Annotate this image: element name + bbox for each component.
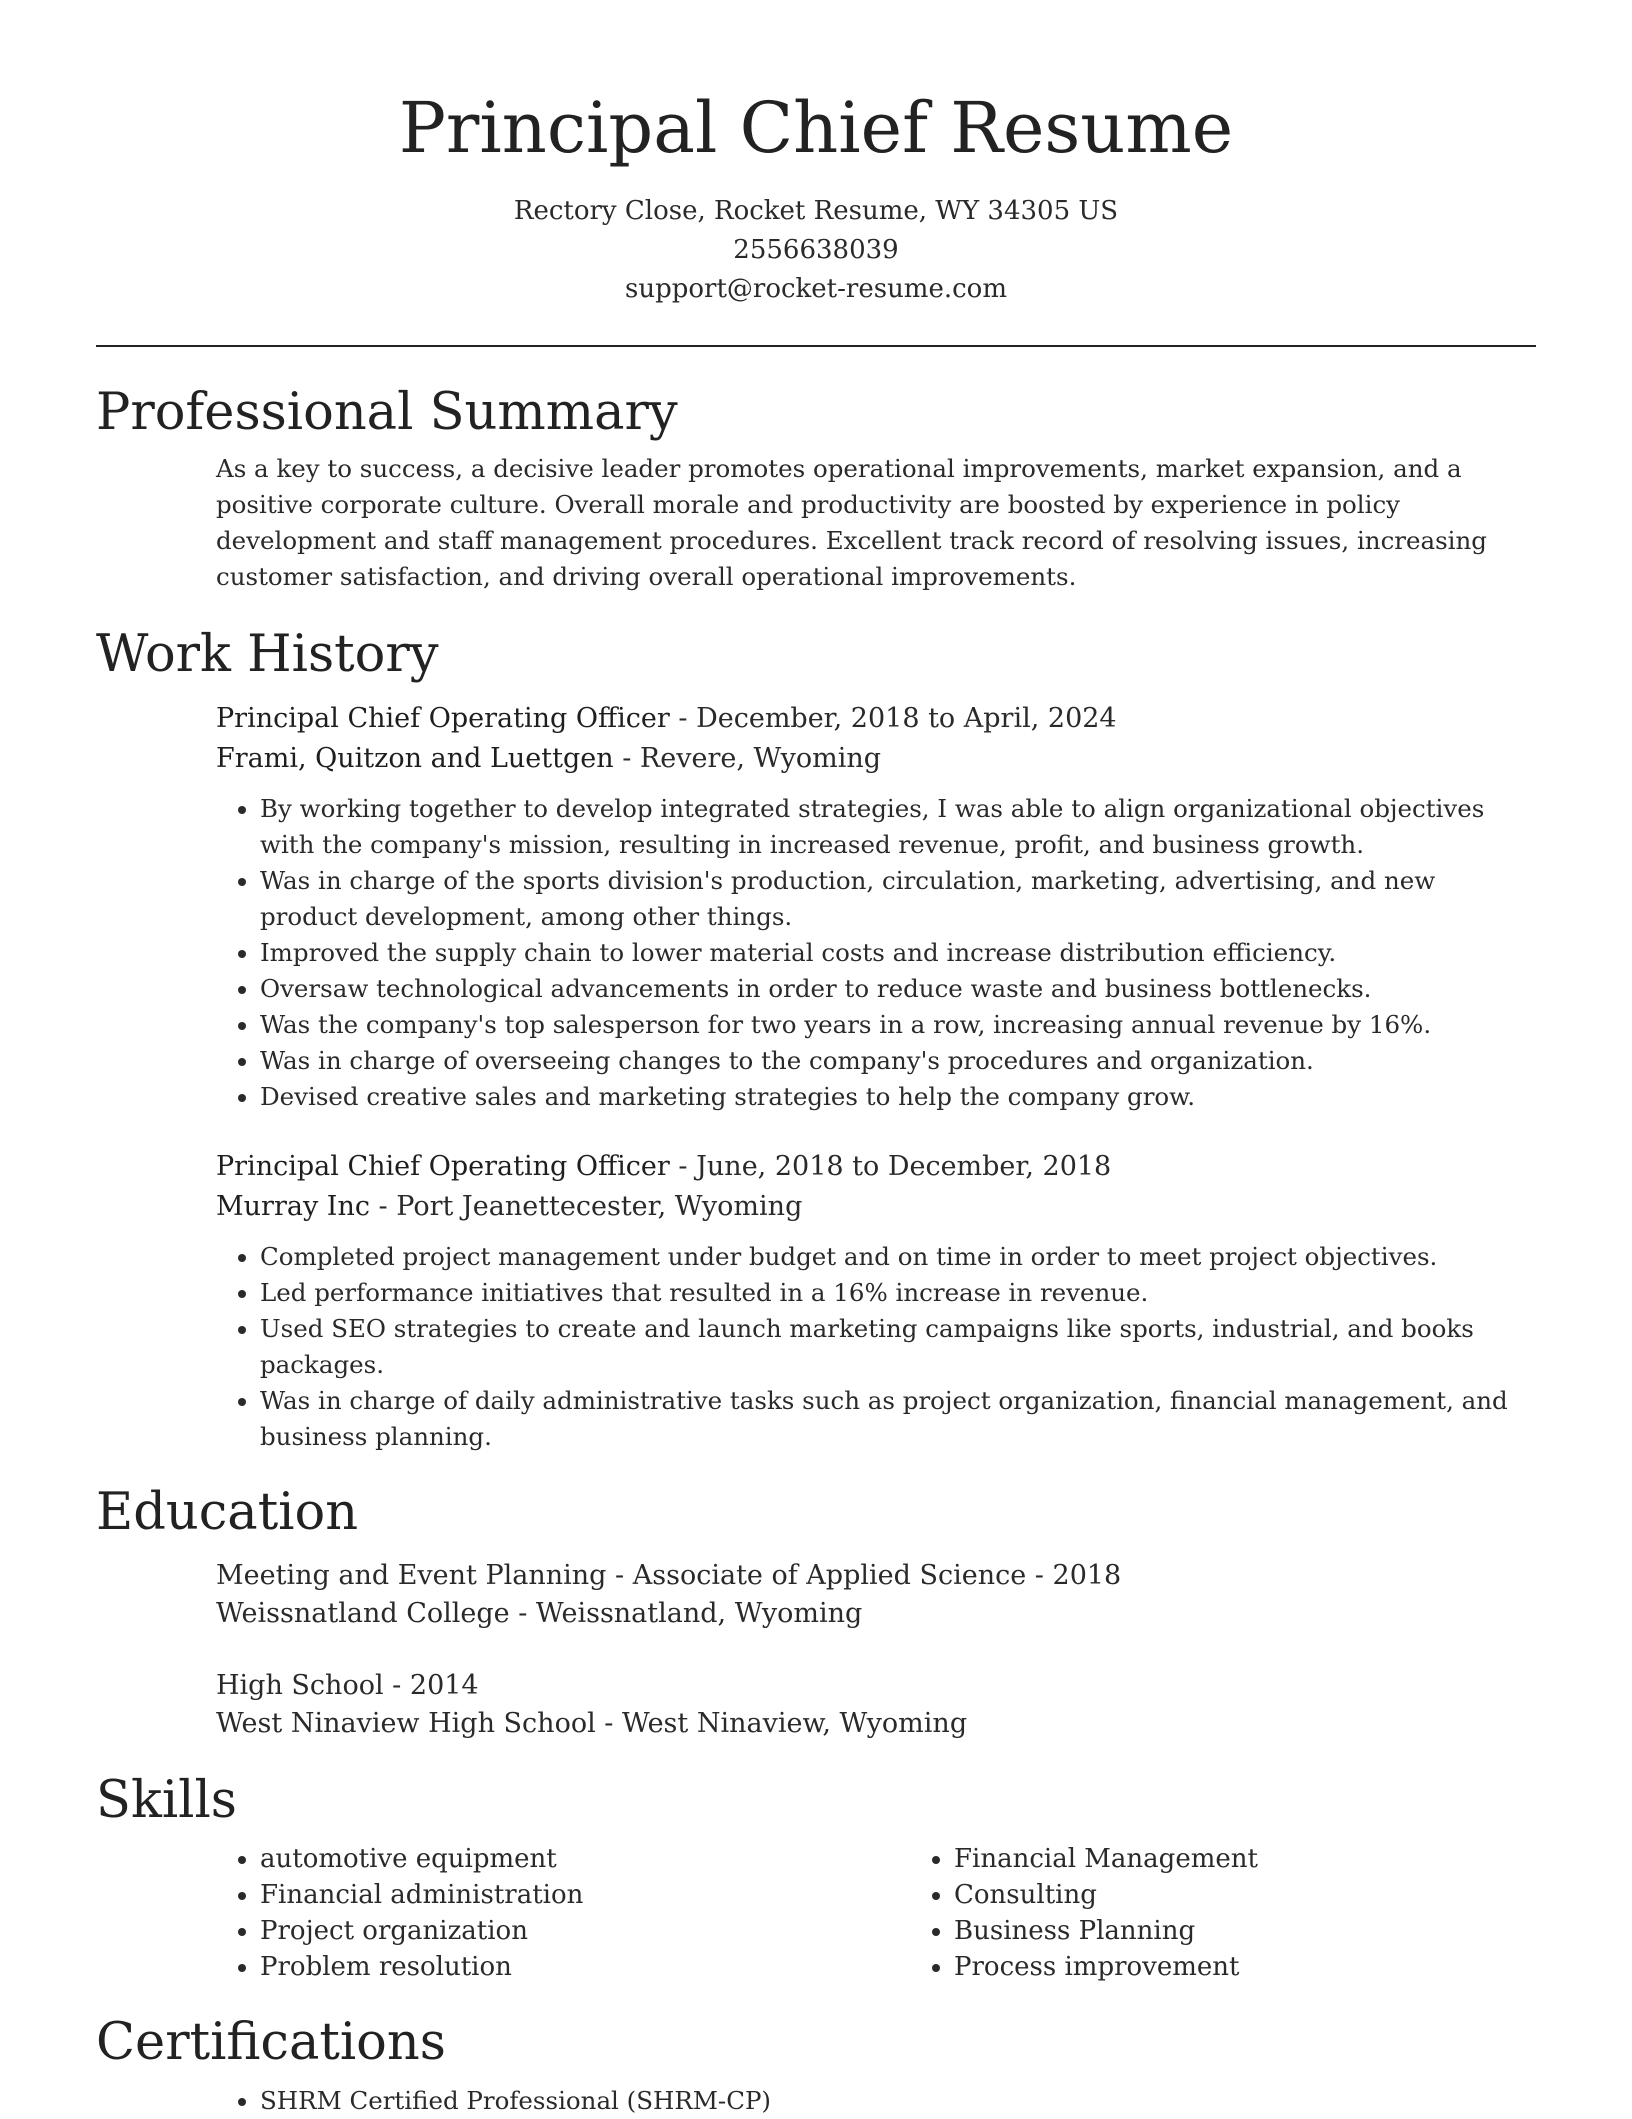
education-title: Education: [96, 1483, 359, 1542]
certifications-title: Certifications: [96, 2013, 446, 2072]
certification-item: • SHRM Certified Professional (SHRM-CP): [260, 2083, 1536, 2119]
job-bullet: • Led performance initiatives that resulted in a 16% increase in revenue.: [260, 1275, 1536, 1311]
education-program: High School: [216, 1670, 384, 1701]
job-bullet: • Was in charge of daily administrative tasks such as project organization, financial management, and business planning.: [260, 1383, 1536, 1455]
education-location: Weissnatland, Wyoming: [535, 1598, 863, 1629]
job-dates: June, 2018 to December, 2018: [696, 1151, 1112, 1182]
education-program: Meeting and Event Planning: [216, 1560, 607, 1591]
job-dates: December, 2018 to April, 2024: [696, 703, 1117, 734]
education-school: West Ninaview High School: [216, 1708, 596, 1739]
job-bullet: • Oversaw technological advancements in order to reduce waste and business bottlenecks.: [260, 971, 1536, 1007]
skill-item: • Process improvement: [954, 1949, 1258, 1985]
certifications-list: [216, 2083, 1536, 2119]
skill-item: • Business Planning: [954, 1913, 1258, 1949]
skill-item: • Consulting: [954, 1877, 1258, 1913]
job-bullet: • By working together to develop integrated strategies, I was able to align organizational objectives with the company's mission, resulting in increased revenue, profit, and business growth.: [260, 791, 1536, 863]
education-entry: [216, 1557, 1536, 1633]
job-title-line: Principal Chief Operating Officer - June, 2018 to December, 2018: [216, 1151, 1112, 1182]
skill-item: • Problem resolution: [260, 1949, 910, 1985]
job-company-line: Frami, Quitzon and Luettgen - Revere, Wyoming: [216, 743, 882, 774]
skills-column-left: [216, 1841, 910, 1985]
job-company: Murray Inc: [216, 1191, 370, 1222]
job-bullet: • Was in charge of overseeing changes to the company's procedures and organization.: [260, 1043, 1536, 1079]
education-degree-line: High School - 2014: [216, 1670, 479, 1701]
job-role: Principal Chief Operating Officer: [216, 703, 670, 734]
job-bullet: • Was in charge of the sports division's production, circulation, marketing, advertising, and new product development, among other things.: [260, 863, 1536, 935]
skills-section: [96, 1771, 1536, 1985]
job-title-line: Principal Chief Operating Officer - December, 2018 to April, 2024: [216, 703, 1117, 734]
education-location: West Ninaview, Wyoming: [622, 1708, 968, 1739]
work-history-title: Work History: [96, 625, 439, 684]
skill-item: • automotive equipment: [260, 1841, 910, 1877]
skill-item: • Financial administration: [260, 1877, 910, 1913]
skills-column-right: [910, 1841, 1258, 1985]
job-bullets: [216, 1239, 1536, 1455]
job-bullets: [216, 791, 1536, 1115]
skill-item: • Project organization: [260, 1913, 910, 1949]
contact-phone: 2556638039: [733, 235, 899, 265]
job-role: Principal Chief Operating Officer: [216, 1151, 670, 1182]
education-school-line: Weissnatland College - Weissnatland, Wyoming: [216, 1598, 863, 1629]
job-entry: [216, 699, 1536, 1115]
resume-name: Principal Chief Resume: [398, 87, 1234, 169]
job-location: Port Jeanettecester, Wyoming: [396, 1191, 803, 1222]
education-entry: [216, 1667, 1536, 1743]
job-bullet: • Devised creative sales and marketing strategies to help the company grow.: [260, 1079, 1536, 1115]
skills-title: Skills: [96, 1771, 237, 1830]
job-bullet: • Improved the supply chain to lower material costs and increase distribution efficiency.: [260, 935, 1536, 971]
summary-text: As a key to success, a decisive leader promotes operational improvements, market expansion, and a positive corporate culture. Overall morale and productivity are boosted by experience in policy development and staff management procedures. Excellent track record of resolving issues, increasing customer satisfaction, and driving overall operational improvements.: [216, 454, 1487, 591]
education-school: Weissnatland College: [216, 1598, 510, 1629]
certifications-section: [96, 2013, 1536, 2119]
resume-header: [96, 0, 1536, 309]
summary-section: [96, 383, 1536, 595]
job-company-line: Murray Inc - Port Jeanettecester, Wyoming: [216, 1191, 803, 1222]
job-entry: [216, 1147, 1536, 1455]
job-bullet: • Completed project management under budget and on time in order to meet project objectives.: [260, 1239, 1536, 1275]
job-bullet: • Used SEO strategies to create and launch marketing campaigns like sports, industrial, and books packages.: [260, 1311, 1536, 1383]
education-degree: Associate of Applied Science: [632, 1560, 1027, 1591]
skills-grid: [216, 1841, 1536, 1985]
skill-item: • Financial Management: [954, 1841, 1258, 1877]
summary-title: Professional Summary: [96, 383, 678, 442]
education-school-line: West Ninaview High School - West Ninaview, Wyoming: [216, 1708, 968, 1739]
education-year: 2014: [409, 1670, 479, 1701]
job-bullet: • Was the company's top salesperson for two years in a row, increasing annual revenue by 16%.: [260, 1007, 1536, 1043]
work-history-section: [96, 625, 1536, 1455]
contact-email[interactable]: support@rocket-resume.com: [624, 274, 1007, 304]
education-section: [96, 1483, 1536, 1743]
header-divider: [96, 345, 1536, 347]
job-location: Revere, Wyoming: [639, 743, 882, 774]
job-company: Frami, Quitzon and Luettgen: [216, 743, 614, 774]
contact-address: Rectory Close, Rocket Resume, WY 34305 US: [513, 196, 1119, 226]
education-degree-line: Meeting and Event Planning - Associate of Applied Science - 2018: [216, 1560, 1122, 1591]
education-year: 2018: [1052, 1560, 1122, 1591]
